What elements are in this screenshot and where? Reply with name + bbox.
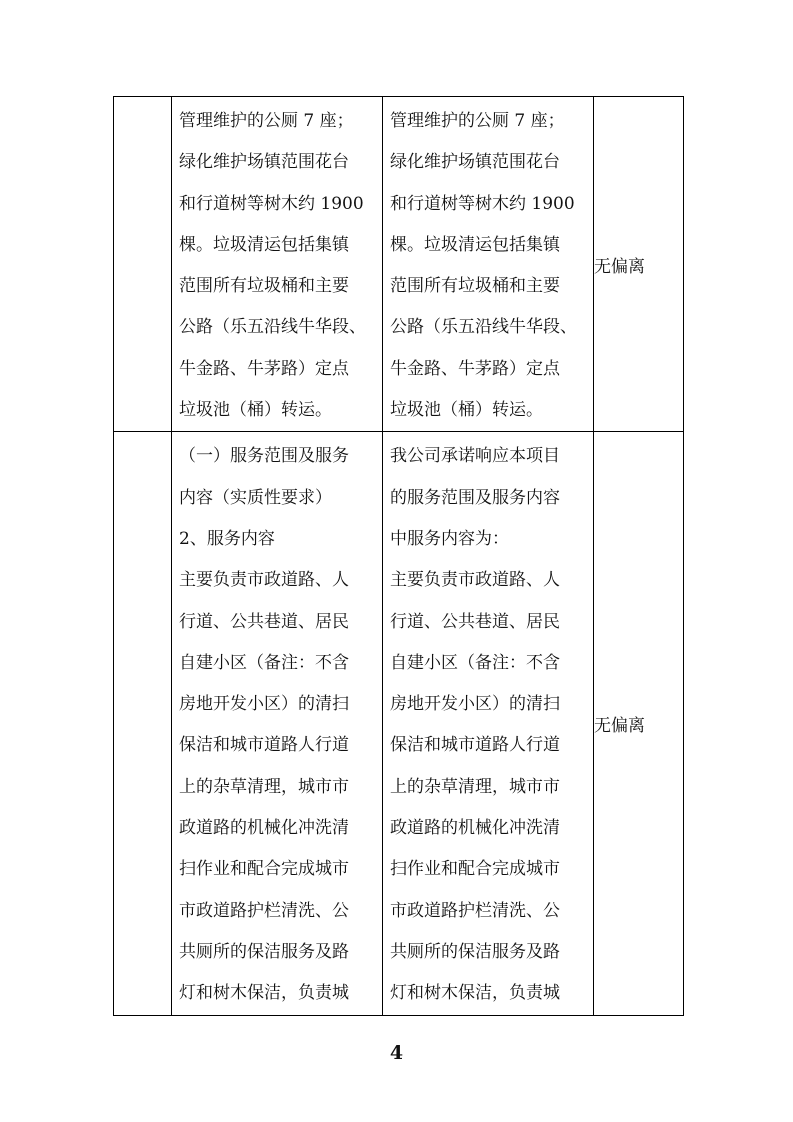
requirement-line: 公路（乐五沿线牛华段、	[179, 317, 366, 338]
response-line: 市政道路护栏清洗、公	[390, 900, 560, 921]
table-row	[114, 97, 684, 432]
response-line: 保洁和城市道路人行道	[390, 735, 560, 756]
response-line: 上的杂草清理，城市市	[390, 776, 560, 797]
requirement-line: 2、服务内容	[179, 528, 275, 549]
requirement-line: 管理维护的公厕 7 座；	[179, 111, 354, 131]
requirement-line: 棵。垃圾清运包括集镇	[179, 234, 349, 255]
response-cell	[383, 97, 594, 432]
requirement-line: 市政道路护栏清洗、公	[179, 900, 349, 921]
requirement-line: 保洁和城市道路人行道	[179, 735, 349, 756]
requirement-line: 垃圾池（桶）转运。	[179, 400, 332, 421]
deviation-cell: 无偏离	[594, 432, 684, 1015]
response-line: 扫作业和配合完成城市	[390, 859, 560, 880]
requirement-cell	[172, 432, 383, 1015]
response-line: 灯和树木保洁，负责城	[390, 983, 560, 1004]
index-cell	[114, 97, 172, 432]
response-line: 公路（乐五沿线牛华段、	[390, 317, 577, 338]
requirement-line: 共厕所的保洁服务及路	[179, 941, 349, 962]
requirement-line: 内容（实质性要求）	[179, 487, 332, 508]
requirement-line: 自建小区（备注：不含	[179, 652, 349, 673]
response-line: 范围所有垃圾桶和主要	[390, 276, 560, 297]
requirement-line: 政道路的机械化冲洗清	[179, 818, 349, 839]
requirement-line: 主要负责市政道路、人	[179, 570, 349, 591]
response-line: 垃圾池（桶）转运。	[390, 400, 543, 421]
requirement-cell	[172, 97, 383, 432]
response-line: 自建小区（备注：不含	[390, 652, 560, 673]
requirement-line: 绿化维护场镇范围花台	[179, 152, 349, 173]
response-line: 主要负责市政道路、人	[390, 570, 560, 591]
requirement-line: 范围所有垃圾桶和主要	[179, 276, 349, 297]
requirement-line: 上的杂草清理，城市市	[179, 776, 349, 797]
requirement-line: 灯和树木保洁，负责城	[179, 983, 349, 1004]
response-line: 的服务范围及服务内容	[390, 487, 560, 508]
response-line: 和行道树等树木约 1900	[390, 193, 575, 214]
deviation-cell: 无偏离	[594, 97, 684, 432]
requirement-line: 和行道树等树木约 1900	[179, 193, 364, 214]
response-line: 行道、公共巷道、居民	[390, 611, 560, 632]
response-line: 我公司承诺响应本项目	[390, 446, 560, 467]
response-line: 房地开发小区）的清扫	[390, 694, 560, 715]
requirement-line: 扫作业和配合完成城市	[179, 859, 349, 880]
page-number: 4	[389, 1042, 404, 1064]
requirement-line: 牛金路、牛茅路）定点	[179, 358, 349, 379]
response-line: 牛金路、牛茅路）定点	[390, 358, 560, 379]
response-line: 管理维护的公厕 7 座；	[390, 111, 565, 131]
response-cell	[383, 432, 594, 1015]
response-line: 政道路的机械化冲洗清	[390, 818, 560, 839]
response-line: 绿化维护场镇范围花台	[390, 152, 560, 173]
response-line: 中服务内容为：	[390, 528, 509, 549]
response-line: 共厕所的保洁服务及路	[390, 941, 560, 962]
requirement-line: 行道、公共巷道、居民	[179, 611, 349, 632]
index-cell	[114, 432, 172, 1015]
table-row	[114, 432, 684, 1015]
response-line: 棵。垃圾清运包括集镇	[390, 234, 560, 255]
requirement-line: （一）服务范围及服务	[179, 446, 349, 467]
compliance-table	[113, 96, 684, 1016]
requirement-line: 房地开发小区）的清扫	[179, 694, 349, 715]
